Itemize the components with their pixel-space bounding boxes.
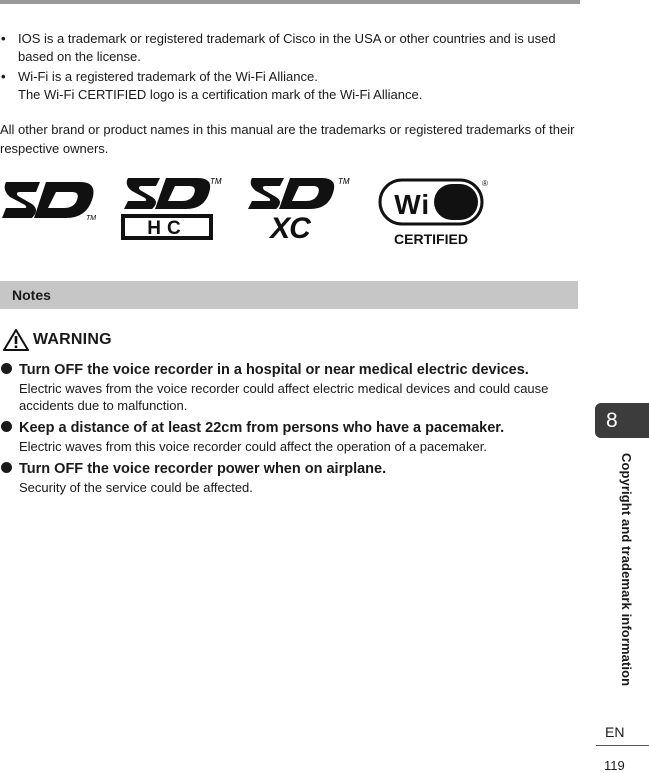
side-section-title: Copyright and trademark information bbox=[619, 453, 634, 687]
warning-item-title: Turn OFF the voice recorder in a hospital or near medical electric devices. bbox=[19, 362, 529, 378]
warning-item-body: Security of the service could be affected. bbox=[19, 480, 253, 495]
sdxc-logo bbox=[238, 172, 353, 242]
bullet-circle-icon bbox=[1, 462, 12, 473]
notes-title: Notes bbox=[12, 287, 51, 303]
wifi-word: Wi Fi bbox=[394, 189, 466, 220]
warning-item bbox=[0, 360, 580, 414]
warning-item-title: Keep a distance of at least 22cm from persons who have a pacemaker. bbox=[19, 420, 505, 436]
page-number: 119 bbox=[604, 758, 625, 773]
warning-item-body: Electric waves from the voice recorder could affect electric medical devices and could cause accidents due to malfunction. bbox=[19, 381, 549, 413]
bullet-line: The Wi-Fi CERTIFIED logo is a certification mark of the Wi-Fi Alliance. bbox=[18, 87, 423, 102]
bullet-circle-icon bbox=[1, 363, 12, 374]
warning-item-title: Turn OFF the voice recorder power when on airplane. bbox=[19, 461, 387, 477]
sdxc-xc-text: XC bbox=[270, 212, 310, 242]
sd-logo bbox=[0, 176, 100, 226]
bullet-dot: • bbox=[1, 31, 6, 46]
notes-section-bar bbox=[0, 281, 578, 309]
warning-item bbox=[0, 418, 580, 455]
warning-heading bbox=[2, 327, 112, 353]
bullet-line: based on the license. bbox=[18, 49, 141, 64]
sd-tm-mark: TM bbox=[86, 215, 97, 222]
trademark-bullet-wifi bbox=[0, 68, 580, 104]
trademark-paragraph: All other brand or product names in this manual are the trademarks or registered trademarks of their respective owners. bbox=[0, 122, 575, 156]
logo-row bbox=[0, 168, 580, 248]
chapter-tab: 8 bbox=[595, 403, 649, 438]
sdhc-tm-mark: TM bbox=[210, 177, 222, 186]
bullet-circle-icon bbox=[1, 421, 12, 432]
sdhc-hc-text: HC bbox=[147, 218, 187, 239]
bullet-line: Wi-Fi is a registered trademark of the Wi-Fi Alliance. bbox=[18, 69, 318, 84]
language-label: EN bbox=[605, 724, 625, 740]
sdhc-logo bbox=[118, 172, 223, 242]
trademark-bullet-list bbox=[0, 30, 580, 106]
bullet-dot: • bbox=[1, 69, 6, 84]
wifi-certified-logo bbox=[378, 176, 490, 248]
bullet-line: IOS is a trademark or registered trademark of Cisco in the USA or other countries and is used bbox=[18, 31, 556, 46]
top-rule bbox=[0, 0, 580, 4]
wifi-certified-text: CERTIFIED bbox=[394, 231, 468, 247]
warning-list bbox=[0, 360, 580, 500]
warning-item-body: Electric waves from this voice recorder could affect the operation of a pacemaker. bbox=[19, 439, 487, 454]
warning-item bbox=[0, 459, 580, 496]
warning-triangle-icon bbox=[2, 328, 30, 352]
sdxc-tm-mark: TM bbox=[338, 177, 350, 186]
trademark-bullet-ios bbox=[0, 30, 580, 66]
footer-rule bbox=[596, 745, 649, 746]
wifi-reg-mark: ® bbox=[482, 179, 488, 188]
warning-label: WARNING bbox=[33, 331, 112, 348]
